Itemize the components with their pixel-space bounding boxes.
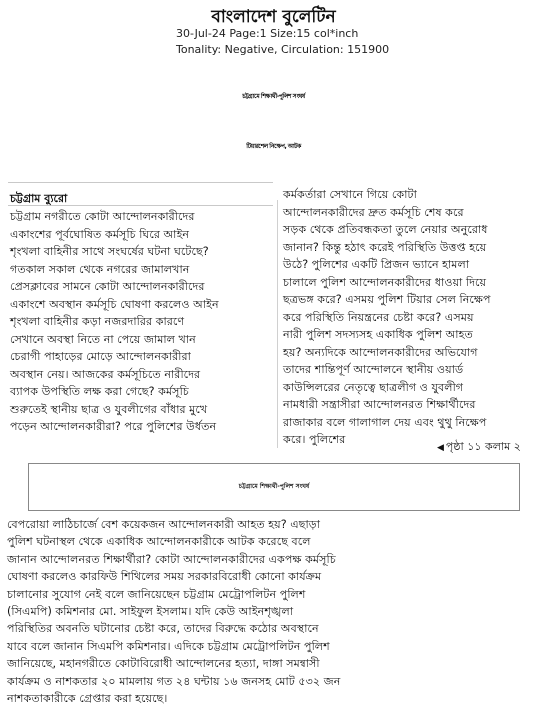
triangle-icon: ◀	[437, 443, 444, 453]
right-column-line: রাজাকার বলে গালাগাল দেয় এবং থুথু নিক্ষেপ	[283, 415, 487, 429]
right-column-line: নারী পুলিশ সদস্যসহ একাধিক পুলিশ আহত	[283, 328, 473, 341]
right-column-line: ছত্রভঙ্গ করে? এসময় পুলিশ টিয়ার সেল নিক্ষেপ	[283, 293, 491, 306]
right-column-line: জানান? কিন্তু হঠাৎ করেই পরিস্থিতি উত্তপ্ত হয়ে	[283, 240, 487, 254]
right-column-line: কর্মকর্তারা সেখানে গিয়ে কোটা	[283, 188, 417, 201]
continued-on	[437, 438, 521, 457]
left-column-line: গতকাল সকাল থেকে নগরের জামালখান	[10, 262, 190, 276]
column-separator	[277, 200, 278, 448]
clip-tonality-circulation: Tonality: Negative, Circulation: 151900	[176, 43, 390, 56]
right-column-line: কাউন্সিলরের নেতৃত্বে ছাত্রলীগ ও যুবলীগ	[283, 380, 464, 394]
headline-rule	[8, 182, 273, 183]
left-column-line: শৃংখলা বাহিনীর কড়া নজরদারির কারণে	[10, 315, 185, 328]
second-article-body	[7, 516, 340, 707]
right-column-line: নামধারী সন্ত্রাসীরা আন্দোলনরত শিক্ষার্থীদের	[283, 398, 476, 411]
masthead: বাংলাদেশ বুলেটিন	[211, 7, 336, 27]
left-column-line: শৃংখলা বাহিনীর সাথে সংঘর্ষের ঘটনা ঘটেছে?	[10, 245, 209, 258]
right-column-line: সড়ক থেকে প্রতিবন্ধকতা তুলে নেয়ার অনুরোধ	[283, 223, 488, 236]
left-column-line: একাংশে অবস্থান কর্মসূচি ঘোষণা করলেও আইন	[10, 297, 219, 311]
left-column-line: চেরাগী পাহাড়ের মোড়ে আন্দোলনকারীরা	[10, 350, 191, 363]
subheadline: চট্টগ্রামে শিক্ষার্থী-পুলিশ সংঘর্ষ	[238, 483, 310, 490]
right-column-line: করে পরিস্থিতি নিয়ন্ত্রনের চেষ্টা করে? এসময়	[283, 310, 474, 324]
continued-text: পৃষ্ঠা ১১ কলাম ২	[445, 440, 521, 453]
right-column	[283, 186, 491, 449]
body-line: চালানোর সুযোগ নেই বলে জানিয়েছেন চট্টগ্রাম মেট্রোপলিটন পুলিশ	[7, 587, 306, 601]
right-column-line: উঠে? পুলিশের একটি প্রিজন ভ্যানে হামলা	[283, 258, 470, 271]
right-column-line: চালালে পুলিশ আন্দোলনকারীদের ধাওয়া দিয়ে	[283, 275, 487, 289]
body-line: পুলিশ ঘটনাস্থল থেকে একাধিক আন্দোলনকারীকে আটক করেছে বলে	[7, 535, 311, 549]
body-line: কার্যক্রম ও নাশকতার ২০ মামলায় গত ২৪ ঘন্টায় ১৬ জনসহ মোট ৫৩২ জন	[7, 674, 341, 688]
body-line: (সিএমপি) কমিশনার মো. সাইফুল ইসলাম। যদি কেউ আইনশৃঙ্খলা	[7, 605, 294, 619]
clip-info: 30-Jul-24 Page:1 Size:15 col*inch	[176, 27, 359, 40]
left-column-line: ব্যাপক উপস্থিতি লক্ষ করা গেছে? কর্মসূচি	[10, 385, 189, 398]
left-column-line: পড়েন আন্দোলনকারীরা? পরে পুলিশের উর্ধতন	[10, 420, 217, 433]
body-line: যাবে বলে জানান সিএমপি কমিশনার। এদিকে চট্টগ্রাম মেট্রোপলিটন পুলিশ	[7, 639, 330, 653]
body-line: জানিয়েছে, মহানগরীতে কোটাবিরোধী আন্দোলনের হত্যা, দাঙ্গা সমন্বাসী	[7, 657, 320, 671]
right-column-line: করে। পুলিশের	[283, 433, 346, 446]
body-line: জানান আন্দোলনরত শিক্ষার্থীরা? কোটা আন্দোলনকারীদের একপক্ষ কর্মসূচি	[7, 552, 336, 566]
body-line: ঘোষণা করলেও কারফিউ শিথিলের সময় সরকারবিরোধী কোনো কার্যক্রম	[7, 570, 322, 584]
body-line: পরিস্থিতির অবনতি ঘটানোর চেষ্টা করে, তাদের বিরুদ্ধে কঠোর অবস্থানে	[7, 622, 319, 636]
left-column-line: চট্টগ্রাম নগরীতে কোটা আন্দোলনকারীদের	[10, 210, 195, 223]
headline-line-2: টিয়ারশেল নিক্ষেপ, আটক	[246, 143, 301, 150]
right-column-line: তাদের শান্তিপূর্ণ আন্দোলনে স্থানীয় ওয়ার্ড	[283, 363, 464, 376]
headline-line-1: চট্টগ্রামে শিক্ষার্থী-পুলিশ সংঘর্ষ	[242, 93, 305, 100]
body-line: নাশকতাকারীকে গ্রেপ্তার করা হয়েছে।	[7, 692, 168, 706]
left-column-line: সেখানে অবস্থা নিতে না পেয়ে জামাল খান	[10, 332, 196, 346]
left-column-line: শুরুতেই স্থানীয় ছাত্র ও যুবলীগের বাঁধার মুখে	[10, 402, 208, 416]
left-column-line: প্রেসক্লাবের সামনে কোটা আন্দোলনকারীদের	[10, 280, 205, 293]
subheadline-box	[28, 463, 520, 511]
bureau-byline: চট্টগ্রাম ব্যুরো	[10, 192, 68, 205]
right-column-line: হয়? অন্যদিকে আন্দোলনকারীদের অভিযোগ	[283, 345, 478, 359]
body-line: বেপরোয়া লাঠিচার্জে বেশ কয়েকজন আন্দোলনকারী আহত হয়? এছাড়া	[7, 518, 321, 531]
left-column-line: অবস্থান নেয়। আজকের কর্মসূচিতে নারীদের	[10, 367, 201, 381]
right-column-line: আন্দোলনকারীদের দ্রুত কর্মসূচি শেষ করে	[283, 205, 464, 219]
left-column	[10, 208, 219, 436]
left-column-line: একাংশের পূর্বঘোষিত কর্মসূচি ঘিরে আইন	[10, 227, 190, 241]
